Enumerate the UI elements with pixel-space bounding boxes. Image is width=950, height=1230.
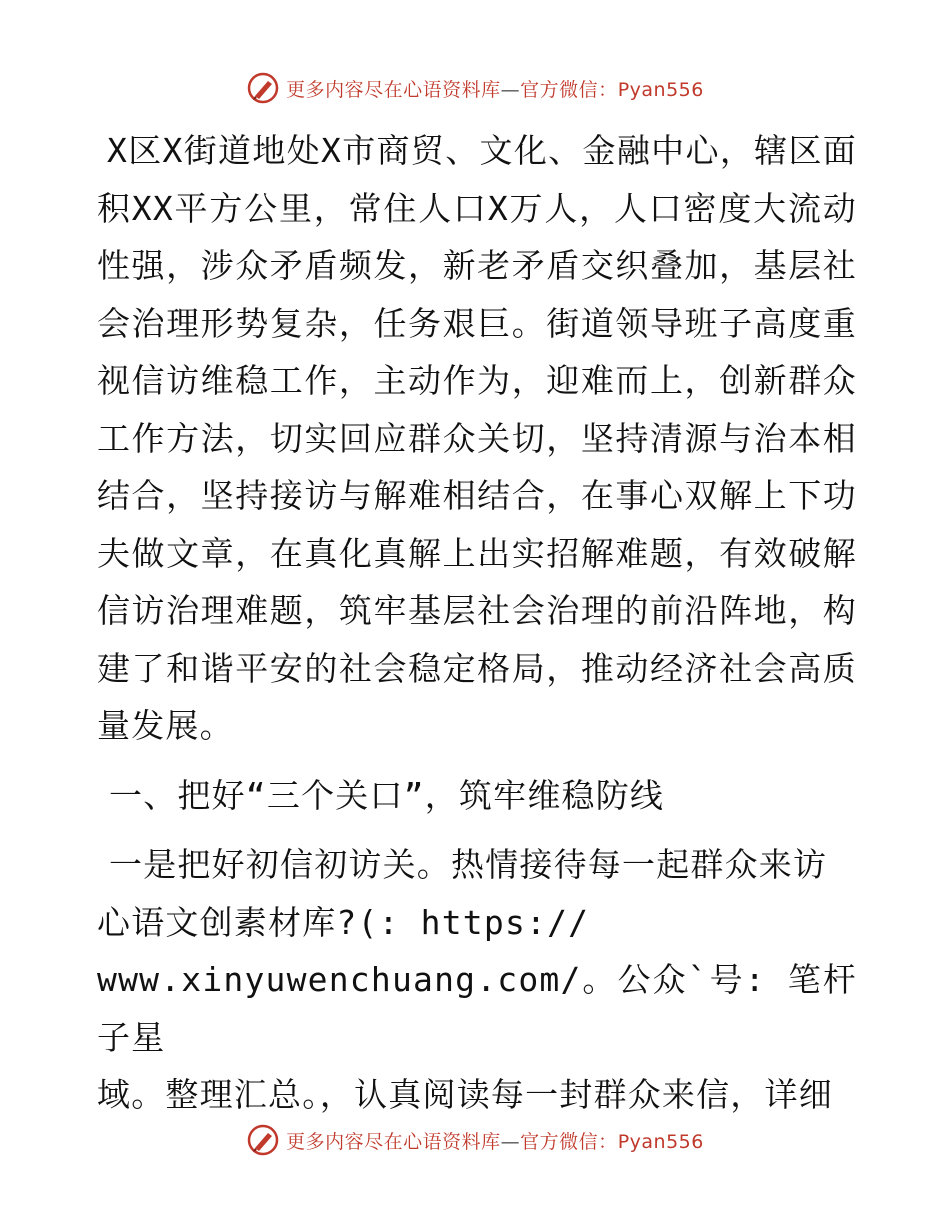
paragraph-intro: X区X街道地处X市商贸、文化、金融中心，辖区面积XX平方公里，常住人口X万人，人口密度大流动性强，涉众矛盾频发，新老矛盾交织叠加，基层社会治理形势复杂，任务艰巨。街道领导班子高度重视信访维稳工作，主动作为，迎难而上，创新群众工作方法，切实回应群众关切，坚持清源与治本相结合，坚持接访与解难相结合，在事心双解上下功夫做文章，在真化真解上出实招解难题，有效破解信访治理难题，筑牢基层社会治理的前沿阵地，构建了和谐平安的社会稳定格局，推动经济社会高质量发展。 xyxy=(97,131,857,745)
watermark-text: 更多内容尽在心语资料库—官方微信：Pyan556 xyxy=(286,78,704,101)
watermark-bottom xyxy=(0,1120,950,1160)
section-heading: 一、把好“三个关口”，筑牢维稳防线 xyxy=(109,775,665,815)
paragraph-section-1: 一是把好初信初访关。热情接待每一起群众来访 心语文创素材库?(: https:// www.xinyuwenchuang.com/。公众`号: 笔杆子星 域。整理汇总。，认真阅读每一封群众来信，详细 xyxy=(97,845,857,1114)
pen-logo-icon xyxy=(246,71,280,105)
pen-logo-icon xyxy=(246,1123,280,1157)
watermark-text: 更多内容尽在心语资料库—官方微信：Pyan556 xyxy=(286,1130,704,1153)
document-body xyxy=(97,122,857,1124)
watermark-top xyxy=(0,68,950,108)
